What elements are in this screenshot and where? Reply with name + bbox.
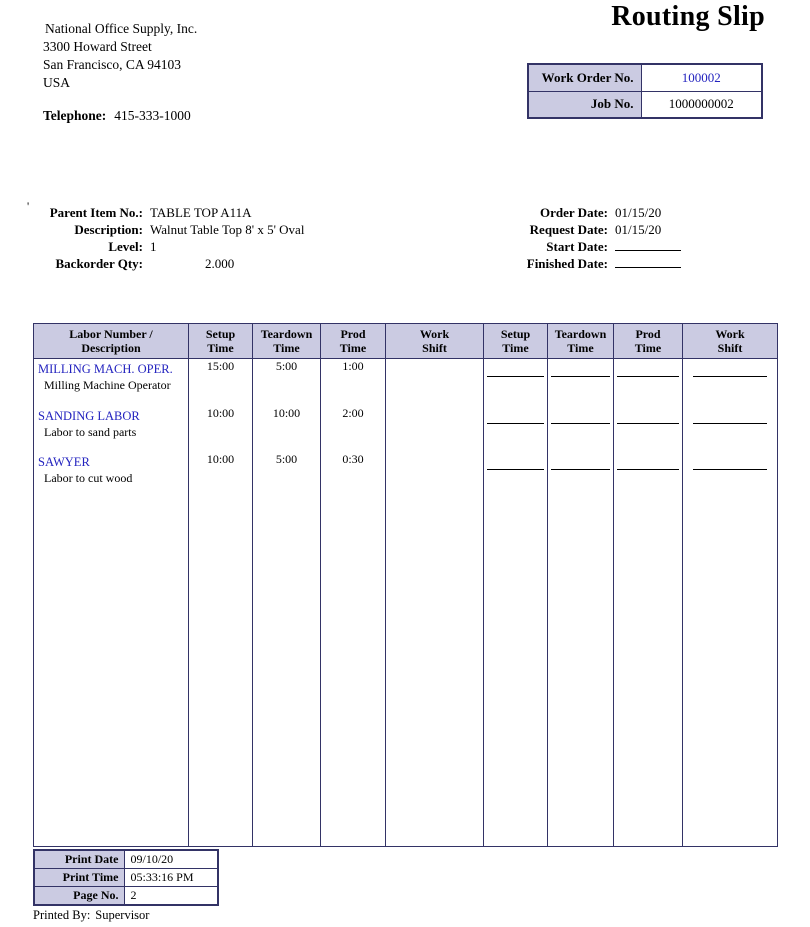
teardown-time-blank <box>548 452 614 498</box>
page-no-label: Page No. <box>34 887 124 906</box>
page-no-value: 2 <box>124 887 218 906</box>
header-line: Time <box>567 341 594 355</box>
teardown-time-value: 10:00 <box>253 406 321 452</box>
printed-by <box>33 908 149 923</box>
header-line: Prod <box>635 327 661 341</box>
fill-in-blank-line <box>693 361 767 377</box>
description-value: Walnut Table Top 8' x 5' Oval <box>150 222 305 237</box>
prod-time-blank <box>614 452 683 498</box>
labor-row <box>34 406 778 452</box>
header-line: Shift <box>422 341 447 355</box>
print-date-label: Print Date <box>34 850 124 869</box>
parent-item-row <box>33 204 304 221</box>
header-line: Setup <box>205 327 236 341</box>
fill-in-blank-line <box>551 454 610 470</box>
labor-table-header-row <box>34 324 778 359</box>
report-title: Routing Slip <box>611 1 765 32</box>
backorder-value: 2.000 <box>205 256 235 271</box>
stray-mark: ' <box>27 199 30 213</box>
fill-in-blank-line <box>617 454 679 470</box>
labor-cell <box>34 452 189 498</box>
fill-in-blank-line <box>693 408 767 424</box>
header-line: Time <box>634 341 662 355</box>
print-date-value: 09/10/20 <box>124 850 218 869</box>
print-time-row <box>34 869 218 887</box>
company-info <box>43 20 197 125</box>
setup-time-blank <box>484 452 548 498</box>
setup-time-value: 10:00 <box>189 406 253 452</box>
prod-time-blank <box>614 359 683 406</box>
order-date-label: Order Date: <box>540 205 608 220</box>
job-no-value: 1000000002 <box>641 91 762 118</box>
level-value: 1 <box>150 239 157 254</box>
work-shift-blank <box>683 359 778 406</box>
table-filler-cell <box>614 498 683 847</box>
start-date-label: Start Date: <box>546 239 608 254</box>
labor-row <box>34 359 778 406</box>
fill-in-blank-line <box>487 361 544 377</box>
teardown-time-value: 5:00 <box>253 359 321 406</box>
work-shift-blank <box>683 452 778 498</box>
header-line: Time <box>207 341 234 355</box>
setup-time-value: 10:00 <box>189 452 253 498</box>
table-filler-cell <box>321 498 386 847</box>
parent-item-label: Parent Item No.: <box>49 205 143 220</box>
table-filler-cell <box>386 498 484 847</box>
col-header-setup-time-1 <box>189 324 253 359</box>
header-line: Setup <box>500 327 531 341</box>
job-no-label: Job No. <box>528 91 641 118</box>
request-date-label: Request Date: <box>529 222 608 237</box>
prod-time-value: 1:00 <box>321 359 386 406</box>
col-header-teardown-time-1 <box>253 324 321 359</box>
level-row <box>33 238 304 255</box>
col-header-work-shift-2 <box>683 324 778 359</box>
labor-description: Labor to sand parts <box>44 424 137 439</box>
header-line: Time <box>273 341 300 355</box>
teardown-time-blank <box>548 406 614 452</box>
table-filler-cell <box>189 498 253 847</box>
company-telephone <box>43 107 197 125</box>
header-line: Teardown <box>554 327 607 341</box>
finished-date-blank-line <box>615 255 681 268</box>
company-name: National Office Supply, Inc. <box>45 21 198 36</box>
finished-date-label: Finished Date: <box>526 256 608 271</box>
setup-time-blank <box>484 359 548 406</box>
setup-time-blank <box>484 406 548 452</box>
parent-item-value: TABLE TOP A11A <box>150 205 252 220</box>
print-info-table <box>33 849 219 906</box>
prod-time-value: 0:30 <box>321 452 386 498</box>
request-date-row <box>430 221 681 238</box>
teardown-time-blank <box>548 359 614 406</box>
company-address-line1: 3300 Howard Street <box>43 39 152 54</box>
labor-cell <box>34 359 189 406</box>
printed-by-value: Supervisor <box>95 908 150 922</box>
header-line: Work <box>419 327 450 341</box>
work-order-value: 100002 <box>641 64 762 91</box>
backorder-label: Backorder Qty: <box>55 256 143 271</box>
header-line: Time <box>339 341 367 355</box>
labor-routing-table <box>33 323 778 847</box>
description-label: Description: <box>74 222 143 237</box>
labor-table-filler-row <box>34 498 778 847</box>
start-date-row <box>430 238 681 255</box>
work-shift-value <box>386 452 484 498</box>
header-line: Prod <box>340 327 366 341</box>
work-order-label: Work Order No. <box>528 64 641 91</box>
request-date-value: 01/15/20 <box>615 222 662 237</box>
labor-number: SANDING LABOR <box>38 408 140 423</box>
fill-in-blank-line <box>617 361 679 377</box>
labor-description: Milling Machine Operator <box>44 378 171 392</box>
fill-in-blank-line <box>693 454 767 470</box>
labor-cell <box>34 406 189 452</box>
header-line: Teardown <box>260 327 313 341</box>
fill-in-blank-line <box>487 408 544 424</box>
start-date-blank-line <box>615 238 681 251</box>
work-order-table <box>527 63 763 119</box>
col-header-teardown-time-2 <box>548 324 614 359</box>
table-filler-cell <box>548 498 614 847</box>
order-date-row <box>430 204 681 221</box>
print-time-label: Print Time <box>34 869 124 887</box>
work-shift-value <box>386 406 484 452</box>
table-filler-cell <box>253 498 321 847</box>
order-date-value: 01/15/20 <box>615 205 662 220</box>
table-filler-cell <box>484 498 548 847</box>
col-header-setup-time-2 <box>484 324 548 359</box>
labor-description: Labor to cut wood <box>44 470 133 485</box>
table-filler-cell <box>683 498 778 847</box>
labor-number: SAWYER <box>38 454 90 469</box>
print-date-row <box>34 850 218 869</box>
print-time-value: 05:33:16 PM <box>124 869 218 887</box>
header-line: Description <box>81 341 141 355</box>
col-header-prod-time-2 <box>614 324 683 359</box>
header-line: Labor Number / <box>69 327 153 341</box>
work-order-row <box>528 64 762 91</box>
item-info-block <box>33 204 304 272</box>
prod-time-blank <box>614 406 683 452</box>
teardown-time-value: 5:00 <box>253 452 321 498</box>
telephone-value: 415-333-1000 <box>114 108 191 123</box>
work-shift-blank <box>683 406 778 452</box>
col-header-labor-number <box>34 324 189 359</box>
header-line: Work <box>715 327 745 341</box>
backorder-row <box>33 255 304 272</box>
col-header-prod-time-1 <box>321 324 386 359</box>
fill-in-blank-line <box>487 454 544 470</box>
company-country: USA <box>43 75 71 90</box>
printed-by-label: Printed By: <box>33 908 91 922</box>
header-line: Shift <box>717 341 743 355</box>
fill-in-blank-line <box>617 408 679 424</box>
col-header-work-shift-1 <box>386 324 484 359</box>
job-no-row <box>528 91 762 118</box>
telephone-label: Telephone: <box>43 108 107 123</box>
work-shift-value <box>386 359 484 406</box>
fill-in-blank-line <box>551 408 610 424</box>
description-row <box>33 221 304 238</box>
setup-time-value: 15:00 <box>189 359 253 406</box>
labor-row <box>34 452 778 498</box>
date-info-block <box>430 204 681 272</box>
fill-in-blank-line <box>551 361 610 377</box>
company-address-line2: San Francisco, CA 94103 <box>43 57 181 72</box>
page-no-row <box>34 887 218 906</box>
labor-number: MILLING MACH. OPER. <box>38 362 173 376</box>
prod-time-value: 2:00 <box>321 406 386 452</box>
level-label: Level: <box>108 239 143 254</box>
table-filler-cell <box>34 498 189 847</box>
finished-date-row <box>430 255 681 272</box>
header-line: Time <box>502 341 529 355</box>
